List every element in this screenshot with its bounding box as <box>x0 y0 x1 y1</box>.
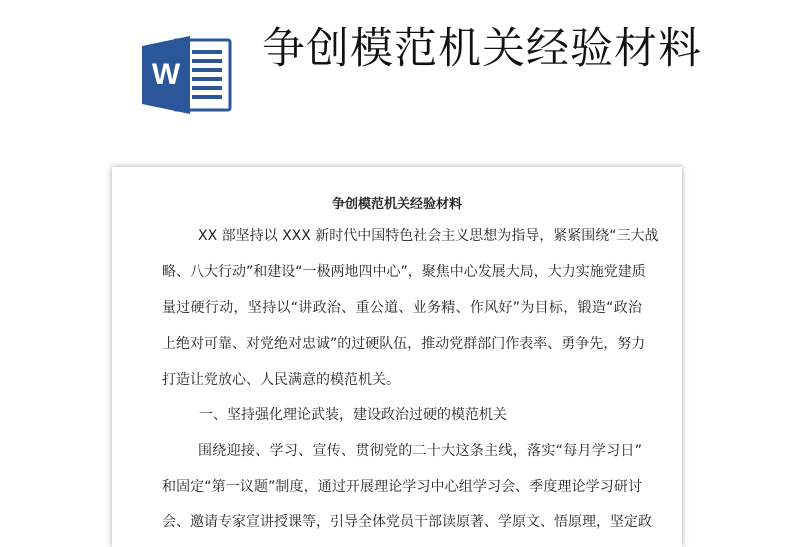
document-line: XX 部坚持以 XXX 新时代中国特色社会主义思想为指导，紧紧围绕“三大战 <box>198 228 659 244</box>
document-line: 上绝对可靠、对党绝对忠诚”的过硬队伍，推动党群部门作表率、勇争先，努力 <box>162 336 646 352</box>
page-title: 争创模范机关经验材料 <box>262 24 702 74</box>
document-line: 会、邀请专家宣讲授课等，引导全体党员干部读原著、学原文、悟原理，坚定政 <box>162 514 652 530</box>
header-banner <box>0 0 800 150</box>
word-document-icon <box>140 34 232 116</box>
document-line: 围绕迎接、学习、宣传、贯彻党的二十大这条主线，落实“每月学习日” <box>198 443 642 459</box>
word-icon-letter: W <box>151 58 181 91</box>
document-line: 略、八大行动”和建设“一极两地四中心”，聚焦中心发展大局，大力实施党建质 <box>162 264 646 280</box>
document-title: 争创模范机关经验材料 <box>331 197 462 212</box>
document-line: 量过硬行动，坚持以“讲政治、重公道、业务精、作风好”为目标，锻造“政治 <box>162 300 642 316</box>
document-line: 打造让党放心、人民满意的模范机关。 <box>162 372 400 388</box>
document-line: 和固定“第一议题”制度，通过开展理论学习中心组学习会、季度理论学习研讨 <box>162 479 642 495</box>
document-preview <box>112 167 682 547</box>
section-heading: 一、坚持强化理论武装，建设政治过硬的模范机关 <box>199 407 507 423</box>
